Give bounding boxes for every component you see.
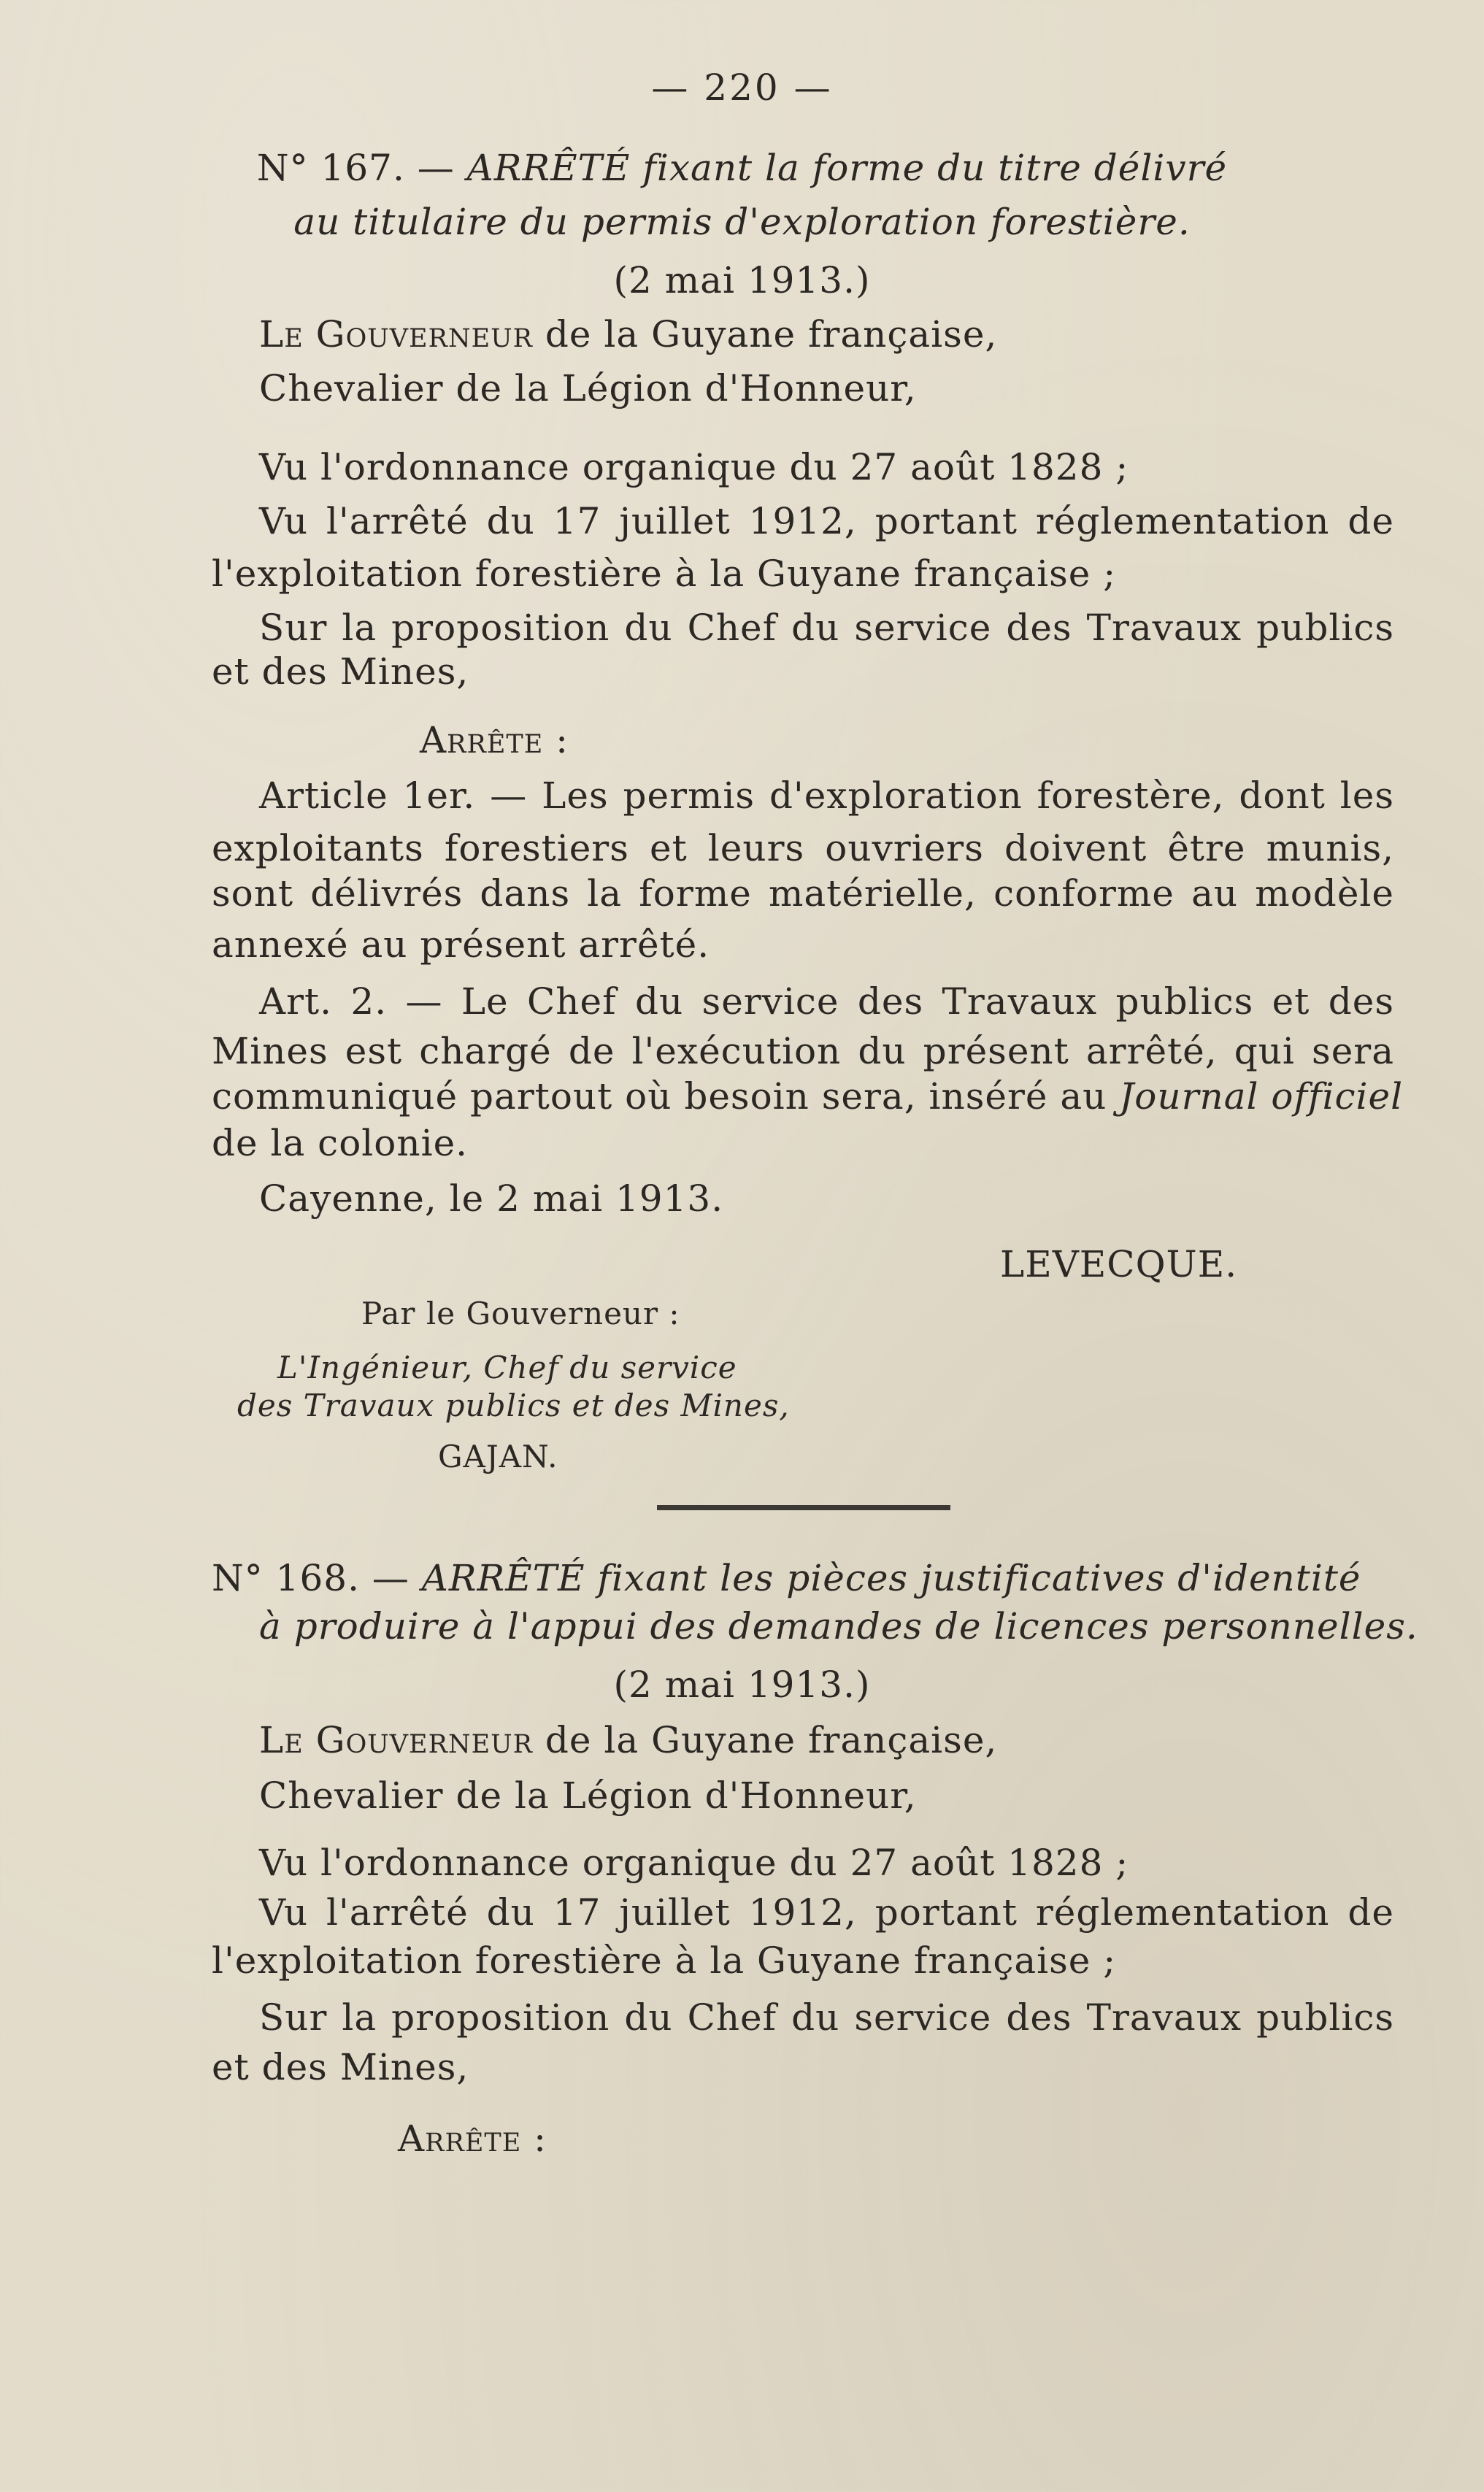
decree-167-kind: ARRÊTÉ bbox=[466, 147, 631, 189]
decree-167-article-1-line-2: exploitants forestiers et leurs ouvriers doivent être munis, bbox=[212, 827, 1394, 869]
decree-167-vu-arrete-line-2: l'exploitation forestière à la Guyane française ; bbox=[212, 553, 1117, 595]
decree-168-proposition-line-2: et des Mines, bbox=[212, 2046, 469, 2088]
decree-167-engineer-title-line-2: des Travaux publics et des Mines, bbox=[237, 1388, 790, 1423]
decree-167-governor bbox=[259, 311, 1394, 358]
decree-167-engineer-name: GAJAN. bbox=[438, 1439, 558, 1474]
decree-168-vu-arrete-line-2: l'exploitation forestière à la Guyane française ; bbox=[212, 1939, 1117, 1982]
decree-167-title-text: fixant la forme du titre délivré bbox=[630, 147, 1228, 189]
decree-168-arrete-heading: Arrête : bbox=[398, 2118, 547, 2160]
decree-168-governor bbox=[259, 1717, 1394, 1764]
decree-168-title-line-1 bbox=[212, 1555, 1394, 1601]
decree-167-vu-ordonnance: Vu l'ordonnance organique du 27 août 1828 ; bbox=[259, 446, 1129, 488]
decree-167-article-1-line-1: Article 1er. — Les permis d'exploration forestère, dont les bbox=[259, 774, 1394, 817]
decree-167-journal-officiel: Journal officiel bbox=[1119, 1075, 1404, 1118]
decree-167-place-date: Cayenne, le 2 mai 1913. bbox=[259, 1177, 724, 1220]
decree-168-governor-title: Le Gouverneur bbox=[259, 1719, 533, 1761]
decree-168-vu-arrete-line-1: Vu l'arrêté du 17 juillet 1912, portant réglementation de bbox=[259, 1891, 1394, 1934]
page-number: — 220 — bbox=[651, 66, 833, 109]
decree-167-article-2-text: communiqué partout où besoin sera, inséré au bbox=[212, 1075, 1120, 1118]
decree-167-article-2-line-1: Art. 2. — Le Chef du service des Travaux publics et des bbox=[259, 980, 1394, 1023]
decree-167-par-le-gouverneur: Par le Gouverneur : bbox=[361, 1296, 680, 1331]
decree-168-chevalier: Chevalier de la Légion d'Honneur, bbox=[259, 1774, 917, 1817]
decree-167-number: N° 167. — bbox=[256, 147, 467, 189]
decree-167-signature: LEVECQUE. bbox=[1000, 1243, 1238, 1285]
decree-168-vu-ordonnance: Vu l'ordonnance organique du 27 août 1828 ; bbox=[259, 1842, 1129, 1884]
decree-168-number: N° 168. — bbox=[212, 1557, 422, 1599]
decree-167-arrete-heading: Arrête : bbox=[420, 719, 569, 761]
decree-167-title-line-1 bbox=[0, 145, 1484, 191]
decree-167-article-2-line-3 bbox=[212, 1073, 1404, 1120]
decree-167-engineer-title-line-1: L'Ingénieur, Chef du service bbox=[277, 1350, 737, 1385]
decree-167-vu-arrete-line-1: Vu l'arrêté du 17 juillet 1912, portant réglementation de bbox=[259, 500, 1394, 542]
decree-167-chevalier: Chevalier de la Légion d'Honneur, bbox=[259, 367, 917, 409]
decree-168-title-text: fixant les pièces justificatives d'identité bbox=[585, 1557, 1361, 1599]
decree-167-article-1-line-4: annexé au présent arrêté. bbox=[212, 923, 710, 966]
section-divider bbox=[657, 1505, 950, 1510]
decree-167-proposition-line-1: Sur la proposition du Chef du service des Travaux publics bbox=[259, 607, 1394, 649]
decree-167-governor-title: Le Gouverneur bbox=[259, 313, 533, 355]
decree-167-article-2-line-4: de la colonie. bbox=[212, 1122, 469, 1164]
decree-167-article-1-line-3: sont délivrés dans la forme matérielle, conforme au modèle bbox=[212, 872, 1394, 915]
decree-167-proposition-line-2: et des Mines, bbox=[212, 650, 469, 693]
decree-168-kind: ARRÊTÉ bbox=[421, 1557, 585, 1599]
decree-168-proposition-line-1: Sur la proposition du Chef du service des Travaux publics bbox=[259, 1996, 1394, 2039]
decree-167-article-2-line-2: Mines est chargé de l'exécution du présent arrêté, qui sera bbox=[212, 1030, 1394, 1072]
decree-168-date: (2 mai 1913.) bbox=[613, 1664, 871, 1706]
decree-167-date: (2 mai 1913.) bbox=[613, 259, 871, 301]
decree-167-governor-rest: de la Guyane française, bbox=[532, 313, 998, 355]
decree-168-governor-rest: de la Guyane française, bbox=[532, 1719, 998, 1761]
decree-168-title-line-2: à produire à l'appui des demandes de licences personnelles. bbox=[259, 1605, 1418, 1647]
decree-167-title-line-2: au titulaire du permis d'exploration forestière. bbox=[293, 201, 1191, 243]
